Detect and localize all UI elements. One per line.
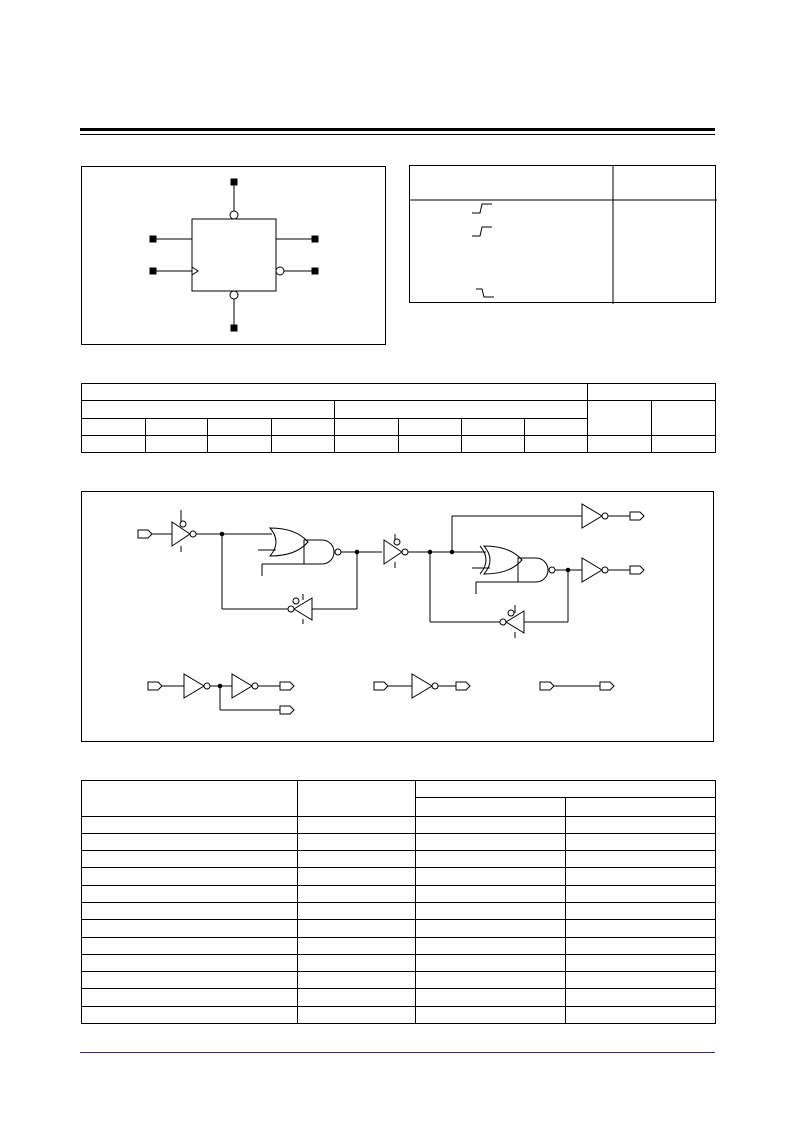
truth-subheader-a bbox=[82, 401, 335, 418]
inverter-icon bbox=[582, 558, 602, 582]
truth-cell bbox=[588, 435, 652, 452]
char-cell bbox=[298, 972, 416, 989]
char-cell bbox=[82, 885, 298, 902]
char-cell bbox=[416, 954, 566, 971]
char-cell bbox=[298, 833, 416, 850]
char-cell bbox=[82, 816, 298, 833]
char-cell bbox=[566, 1006, 716, 1023]
char-cell bbox=[298, 1006, 416, 1023]
truth-cell bbox=[82, 418, 146, 435]
truth-cell bbox=[272, 435, 335, 452]
truth-cell bbox=[335, 418, 399, 435]
inverter-icon bbox=[232, 674, 252, 698]
truth-subheader-b bbox=[335, 401, 588, 418]
char-cell bbox=[566, 816, 716, 833]
char-cell bbox=[416, 833, 566, 850]
char-cell bbox=[416, 816, 566, 833]
falling-edge-icon bbox=[476, 289, 494, 297]
char-cell bbox=[566, 937, 716, 954]
char-cell bbox=[82, 851, 298, 868]
char-cell bbox=[82, 868, 298, 885]
char-cell bbox=[566, 902, 716, 919]
char-subheader-max bbox=[566, 798, 716, 816]
header-rule-thick bbox=[80, 128, 715, 131]
char-cell bbox=[416, 885, 566, 902]
truth-cell bbox=[652, 435, 716, 452]
truth-output-col-2 bbox=[652, 401, 716, 436]
char-cell bbox=[82, 1006, 298, 1023]
truth-cell bbox=[208, 418, 272, 435]
char-header-param bbox=[82, 781, 298, 817]
footer-rule bbox=[80, 1052, 715, 1053]
truth-cell bbox=[146, 435, 208, 452]
pin-q-icon bbox=[312, 236, 318, 242]
input-port-icon bbox=[374, 682, 388, 690]
truth-cell bbox=[335, 435, 399, 452]
truth-cell bbox=[208, 435, 272, 452]
inverter-icon bbox=[582, 504, 602, 528]
truth-cell bbox=[525, 435, 588, 452]
char-cell bbox=[298, 902, 416, 919]
char-cell bbox=[416, 920, 566, 937]
characteristics-table bbox=[81, 780, 716, 1024]
char-cell bbox=[82, 954, 298, 971]
truth-output-col-1 bbox=[588, 401, 652, 436]
char-cell bbox=[82, 902, 298, 919]
or-gate-icon bbox=[270, 528, 308, 556]
input-port-icon bbox=[148, 682, 162, 690]
pin-bottom-icon bbox=[231, 325, 237, 331]
output-port-icon bbox=[630, 566, 644, 574]
logic-diagram-panel bbox=[81, 491, 714, 742]
char-cell bbox=[82, 937, 298, 954]
function-table bbox=[409, 165, 716, 303]
char-cell bbox=[298, 868, 416, 885]
char-cell bbox=[298, 851, 416, 868]
char-header-symbol bbox=[298, 781, 416, 817]
and-gate-icon bbox=[304, 540, 334, 564]
inverter-icon bbox=[184, 674, 204, 698]
char-cell bbox=[82, 972, 298, 989]
char-subheader-min bbox=[416, 798, 566, 816]
output-port-icon bbox=[630, 512, 644, 520]
char-cell bbox=[298, 920, 416, 937]
char-cell bbox=[298, 954, 416, 971]
truth-cell bbox=[82, 435, 146, 452]
char-cell bbox=[566, 920, 716, 937]
output-port-icon bbox=[280, 682, 294, 690]
logic-symbol-diagram bbox=[82, 167, 387, 346]
char-cell bbox=[566, 868, 716, 885]
logic-symbol-panel bbox=[81, 166, 386, 345]
char-cell bbox=[82, 833, 298, 850]
char-cell bbox=[298, 937, 416, 954]
flip-flop-body bbox=[192, 219, 276, 291]
char-cell bbox=[416, 937, 566, 954]
rising-edge-icon bbox=[472, 204, 492, 213]
char-cell bbox=[566, 885, 716, 902]
inverter-icon bbox=[412, 674, 432, 698]
pin-qbar-icon bbox=[312, 268, 318, 274]
truth-table bbox=[81, 383, 716, 453]
char-cell bbox=[416, 851, 566, 868]
char-cell bbox=[566, 954, 716, 971]
truth-cell bbox=[399, 435, 462, 452]
char-cell bbox=[416, 989, 566, 1006]
truth-cell bbox=[272, 418, 335, 435]
truth-cell bbox=[525, 418, 588, 435]
char-cell bbox=[416, 972, 566, 989]
truth-cell bbox=[146, 418, 208, 435]
logic-diagram bbox=[82, 492, 715, 743]
truth-cell bbox=[462, 435, 525, 452]
char-cell bbox=[566, 851, 716, 868]
char-cell bbox=[82, 989, 298, 1006]
rising-edge-icon bbox=[472, 227, 492, 236]
char-cell bbox=[298, 816, 416, 833]
truth-cell bbox=[399, 418, 462, 435]
or-gate-icon bbox=[484, 546, 522, 574]
output-port-icon bbox=[280, 706, 294, 714]
char-cell bbox=[298, 989, 416, 1006]
header-rule-thin bbox=[80, 134, 715, 135]
char-cell bbox=[82, 920, 298, 937]
char-cell bbox=[566, 989, 716, 1006]
char-cell bbox=[416, 1006, 566, 1023]
truth-cell bbox=[462, 418, 525, 435]
pin-top-icon bbox=[231, 179, 237, 185]
output-port-icon bbox=[600, 682, 614, 690]
char-cell bbox=[416, 868, 566, 885]
pin-data-icon bbox=[150, 236, 156, 242]
pin-clock-icon bbox=[150, 268, 156, 274]
char-cell bbox=[416, 902, 566, 919]
output-port-icon bbox=[456, 682, 470, 690]
char-cell bbox=[566, 833, 716, 850]
truth-header-inputs bbox=[82, 384, 588, 401]
input-port-icon bbox=[540, 682, 554, 690]
char-cell bbox=[298, 885, 416, 902]
and-gate-icon bbox=[518, 558, 548, 582]
input-port-icon bbox=[138, 530, 152, 538]
char-cell bbox=[566, 972, 716, 989]
function-table-grid bbox=[410, 166, 717, 304]
truth-header-outputs bbox=[588, 384, 716, 401]
char-header-values bbox=[416, 781, 716, 798]
